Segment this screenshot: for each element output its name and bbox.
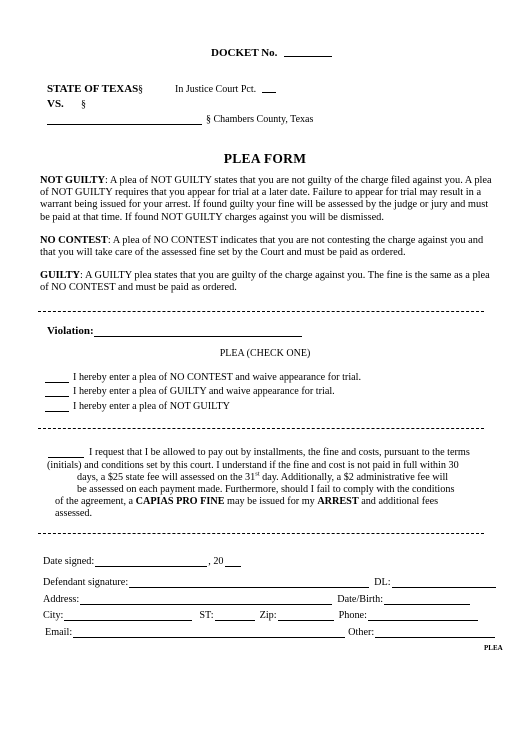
address-label: Address: [43,594,80,605]
divider-3 [38,533,484,534]
docket-number-field[interactable] [284,56,332,57]
address-row [43,594,471,605]
plea-option-no-contest [44,372,361,383]
county-label: § Chambers County, Texas [206,114,314,125]
dob-field[interactable] [384,594,470,605]
county-row [47,114,313,125]
not-guilty-text: : A plea of NOT GUILTY states that you are not guilty of the charge filed against you. A plea of NOT GUILTY requires that you appear for trial at a later date. Failure to appear for trial may result in a warrant being issued for your arrest. If found guilty your fine will be assessed by the judge or jury and must be paid at that time. If found NOT GUILTY charges against you will be dismissed. [40,175,492,223]
no-contest-paragraph [40,235,492,259]
installment-text-6: assessed. [55,508,93,519]
vs-label: VS. [47,98,64,110]
plea-option-guilty [44,386,335,397]
installment-text-3b: day. Additionally, a $2 administrative fee will [259,472,449,483]
city-label: City: [43,610,64,621]
divider-2 [38,428,484,429]
defendant-name-field[interactable] [47,114,202,125]
email-row [45,627,496,638]
st-label: ST: [199,610,214,621]
date-signed-label: Date signed: [43,556,95,567]
installment-text-5e: and additional fees [358,496,439,507]
installment-line-1 [47,447,470,458]
installment-line-3 [77,472,448,483]
date-signed-row [43,556,242,567]
year-field[interactable] [225,556,241,567]
section-symbol-2: § [81,99,86,110]
plea-option-not-guilty [44,401,230,412]
section-symbol-1: § [138,84,143,95]
installment-initials-field[interactable] [48,447,84,458]
signature-row [43,577,497,588]
installment-text-4: be assessed on each payment made. Furthermore, should I fail to comply with the conditions [77,484,455,495]
plea-checkbox-guilty[interactable] [45,386,69,397]
plea-heading: PLEA (CHECK ONE) [219,348,311,359]
violation-row: Violation : [47,325,302,337]
precinct-field[interactable] [262,92,276,93]
installment-line-5 [55,496,438,507]
email-label: Email: [45,627,73,638]
no-contest-text: : A plea of NO CONTEST indicates that you are not contesting the charge against you and that you will take care of the assessed fine set by the Court and must be paid as ordered. [40,235,484,259]
docket-label: DOCKET No. [211,47,278,59]
arrest-text: ARREST [317,496,359,507]
installment-text-3-sup: st [255,470,260,478]
capias-pro-fine-text: CAPIAS PRO FINE [135,496,225,507]
state-label: STATE OF TEXAS [47,83,139,95]
violation-field[interactable] [94,326,302,337]
no-contest-label: NO CONTEST [40,235,108,246]
dl-field[interactable] [392,577,496,588]
phone-field[interactable] [368,610,478,621]
plea-option-label: I hereby enter a plea of NO CONTEST and waive appearance for trial. [73,372,362,383]
installment-text-5a: of the agreement, a [55,496,136,507]
zip-field[interactable] [278,610,334,621]
violation-label: Violation [47,325,90,337]
plea-checkbox-no-contest[interactable] [45,372,69,383]
not-guilty-label: NOT GUILTY [40,175,105,186]
installment-text-2: (initials) and conditions set by this court. I understand if the fine and cost is not paid in full within 30 [47,460,459,471]
other-field[interactable] [375,627,495,638]
installment-text-3a: days, a $25 state fee will assessed on the 31 [77,472,256,483]
st-field[interactable] [215,610,255,621]
date-signed-field[interactable] [95,556,207,567]
dob-label: Date/Birth: [337,594,384,605]
guilty-text: : A GUILTY plea states that you are guilty of the charge against you. The fine is the same as a plea of NO CONTEST and must be paid as ordered. [40,270,490,294]
guilty-paragraph [40,270,492,294]
address-field[interactable] [80,594,332,605]
defendant-signature-field[interactable] [129,577,369,588]
docket-row [211,47,332,59]
city-row [43,610,479,621]
other-label: Other: [348,627,375,638]
city-field[interactable] [64,610,192,621]
plea-option-label: I hereby enter a plea of NOT GUILTY [73,401,230,412]
court-row [175,84,276,95]
not-guilty-paragraph [40,175,492,224]
court-label: In Justice Court Pct. [175,84,257,95]
installment-text-1: I request that I be allowed to pay out by installments, the fine and costs, pursuant to the terms [89,447,470,458]
divider-1 [38,311,484,312]
defendant-signature-label: Defendant signature: [43,577,129,588]
installment-text-5c: may be issued for my [224,496,318,507]
form-code: PLEA [484,644,503,652]
email-field[interactable] [73,627,345,638]
plea-checkbox-not-guilty[interactable] [45,401,69,412]
guilty-label: GUILTY [40,270,81,281]
plea-option-label: I hereby enter a plea of GUILTY and waive appearance for trial. [73,386,335,397]
dl-label: DL: [374,577,391,588]
year-prefix-label: , 20 [208,556,224,567]
zip-label: Zip: [259,610,277,621]
phone-label: Phone: [338,610,367,621]
page-title: PLEA FORM [223,151,307,166]
